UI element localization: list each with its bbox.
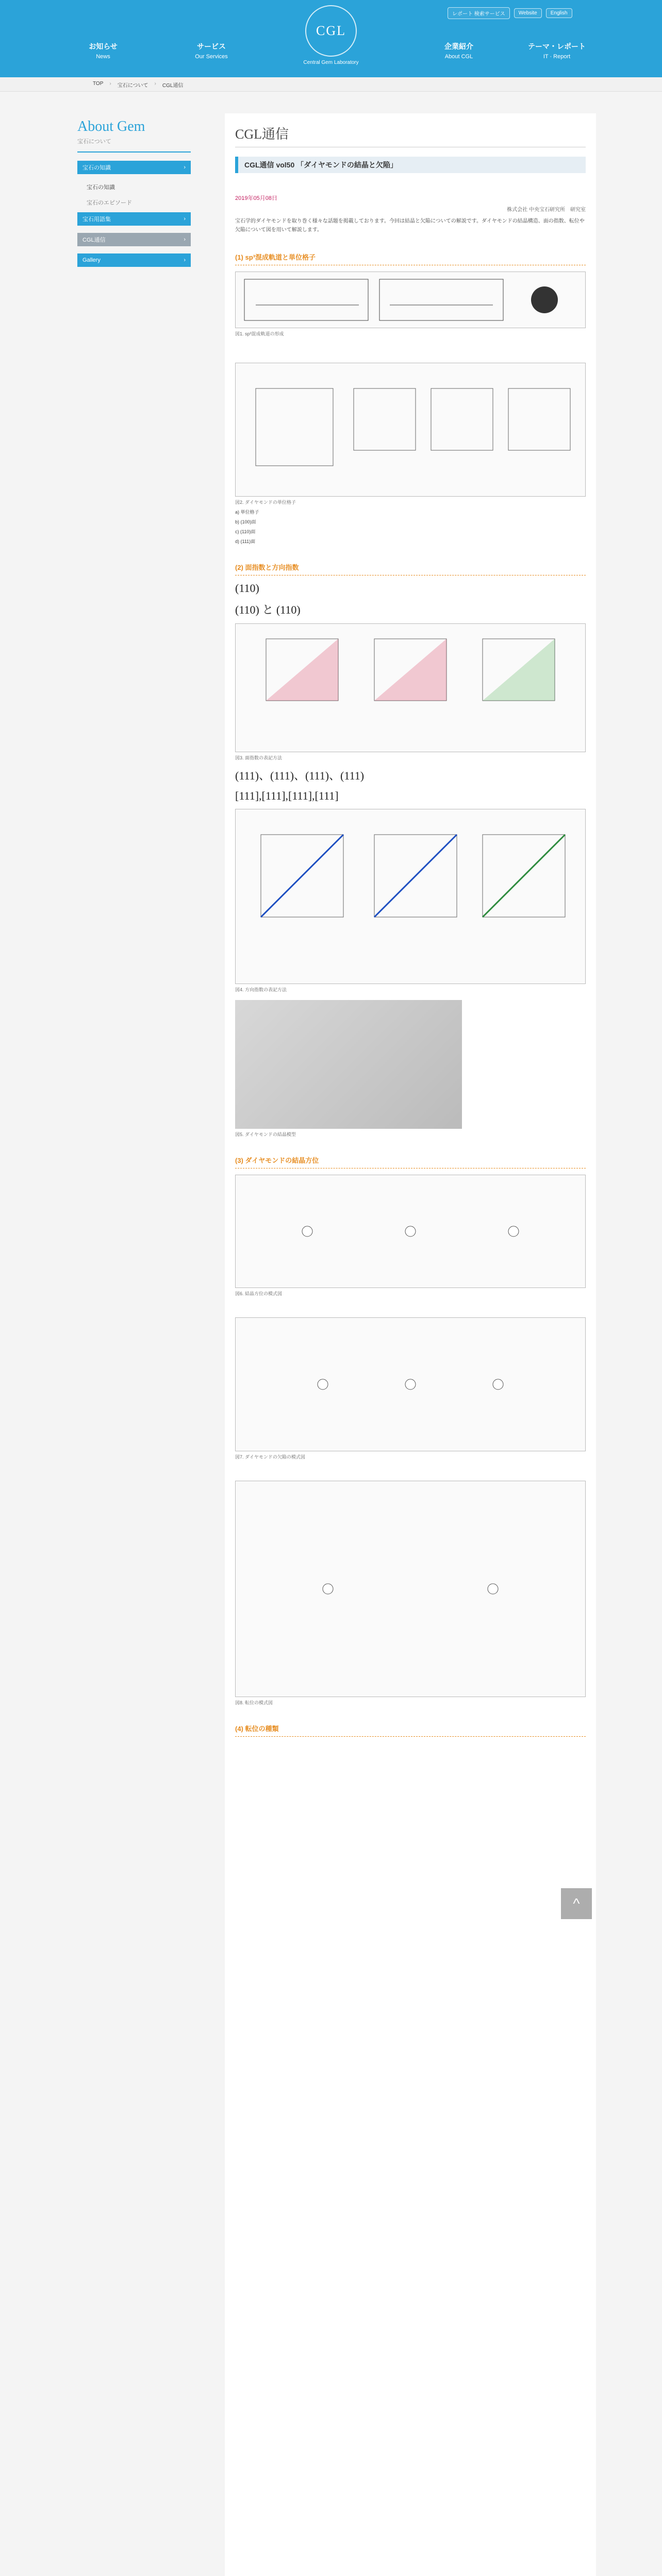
logo-text: CGL [316,23,346,38]
direction-diagram [245,814,575,979]
article-title: CGL通信 vol50 「ダイヤモンドの結晶と欠陥」 [235,157,586,173]
sidebar-subtitle: 宝石について [77,139,111,145]
sidebar-item-label: 宝石のエピソード [87,200,132,206]
figure-caption: 図1. sp³混成軌道の形成 [235,331,284,336]
section-heading: (3) ダイヤモンドの結晶方位 [235,1155,586,1168]
sidebar-item-glossary[interactable] [77,212,191,226]
logo-circle [305,5,357,57]
figure-miller-planes [235,623,586,752]
nav-report[interactable] [526,41,588,60]
nav-services-en: Our Services [195,54,228,60]
list-item: a) 単位格子 [235,510,259,515]
sidebar-item-gallery[interactable] [77,253,191,267]
main-content [225,113,596,2576]
figure-orbitals [235,272,586,328]
breadcrumb-sep: › [154,81,156,87]
article-author: 株式会社 中央宝石研究所 研究室 [507,207,586,213]
figure-caption: 図5. ダイヤモンドの結晶模型 [235,1132,296,1137]
nav-services-label: サービス [197,42,226,50]
breadcrumb-current: CGL通信 [162,83,184,89]
sidebar-subitem-episode[interactable] [77,197,191,208]
sidebar-item-label: 宝石の知識 [82,165,111,171]
miller-index: (110) [235,582,259,595]
figure-unit-cell [235,363,586,497]
figure-orientation [235,1175,586,1288]
nav-news-en: News [96,54,110,60]
nav-about-label: 企業紹介 [444,42,473,50]
miller-index-pair: (110) と (110) [235,603,301,616]
sidebar-item-label: 宝石の知識 [87,184,115,191]
page-title: CGL通信 [235,124,586,147]
defect-diagram [245,1323,575,1446]
english-link[interactable]: English [546,8,572,18]
nav-about-en: About CGL [444,54,473,60]
article-intro: 宝石学的ダイヤモンドを取り巻く様々な話題を掲載しております。今回は結晶と欠陥についての解説です。ダイヤモンドの結晶構造、面の指数、転位や欠陥について図を用いて解説します。 [235,218,585,233]
report-search-link[interactable]: レポート 検索サービス [448,7,510,19]
section-heading: (1) sp³混成軌道と単位格子 [235,252,586,265]
sidebar [77,118,191,274]
figure-caption: 図8. 転位の模式図 [235,1700,273,1705]
chevron-right-icon: › [184,236,186,243]
dislocation-diagram [245,1486,575,1692]
website-link[interactable]: Website [514,8,542,18]
figure-defects [235,1317,586,1451]
scroll-top-button[interactable] [561,1888,592,1919]
figure-caption: 図3. 面指数の表記方法 [235,755,283,760]
sidebar-divider [77,151,191,152]
nav-report-label: テーマ・レポート [528,42,586,50]
top-links [443,4,572,22]
list-item: c) (110)面 [235,529,256,534]
site-header [0,0,662,77]
figure-dislocation [235,1481,586,1697]
logo-subtitle: Central Gem Laboratory [303,60,359,65]
article-date: 2019年05月08日 [235,195,277,201]
figure-caption: 図2. ダイヤモンドの単位格子 [235,500,296,505]
sidebar-title: About Gem [77,118,145,134]
site-logo[interactable] [290,5,372,72]
sidebar-subitem-knowledge[interactable] [77,181,191,193]
list-item: b) (100)面 [235,519,256,524]
sidebar-item-label: 宝石用語集 [82,216,111,223]
sidebar-item-label: CGL通信 [82,237,106,243]
miller-index-family: (111)、(111)、(111)、(111) [235,769,365,782]
figure-direction [235,809,586,984]
chevron-right-icon: › [184,257,186,263]
sidebar-item-knowledge[interactable] [77,161,191,174]
breadcrumb [93,81,183,89]
sidebar-item-cgl-tsushin[interactable] [77,233,191,246]
chevron-right-icon: › [184,216,186,222]
figure-caption: 図4. 方向指数の表記方法 [235,987,287,992]
sidebar-item-label: Gallery [82,257,101,263]
chevron-up-icon: ^ [573,1895,580,1911]
figure-caption: 図6. 結晶方位の模式図 [235,1291,283,1296]
orientation-diagram [245,1180,575,1283]
orbital-diagram [240,274,581,326]
nav-news[interactable] [72,41,134,60]
nav-services[interactable] [180,41,242,60]
figure-caption: 図7. ダイヤモンドの欠陥の模式図 [235,1454,305,1460]
breadcrumb-top[interactable]: TOP [93,81,104,87]
nav-news-label: お知らせ [89,42,118,50]
nav-report-en: IT · Report [543,54,571,60]
diamond-model-photo [235,1000,462,1129]
list-item: d) (111)面 [235,539,256,544]
chevron-right-icon: › [184,164,186,171]
miller-plane-diagram [245,629,575,747]
breadcrumb-about-gem[interactable]: 宝石について [117,83,148,89]
direction-index-family: [111],[111],[111],[111] [235,789,339,802]
section-heading: (4) 転位の種類 [235,1723,586,1737]
breadcrumb-sep: › [109,81,111,87]
unit-cell-diagram [240,368,581,492]
section-heading: (2) 面指数と方向指数 [235,562,586,575]
nav-about[interactable] [428,41,490,60]
